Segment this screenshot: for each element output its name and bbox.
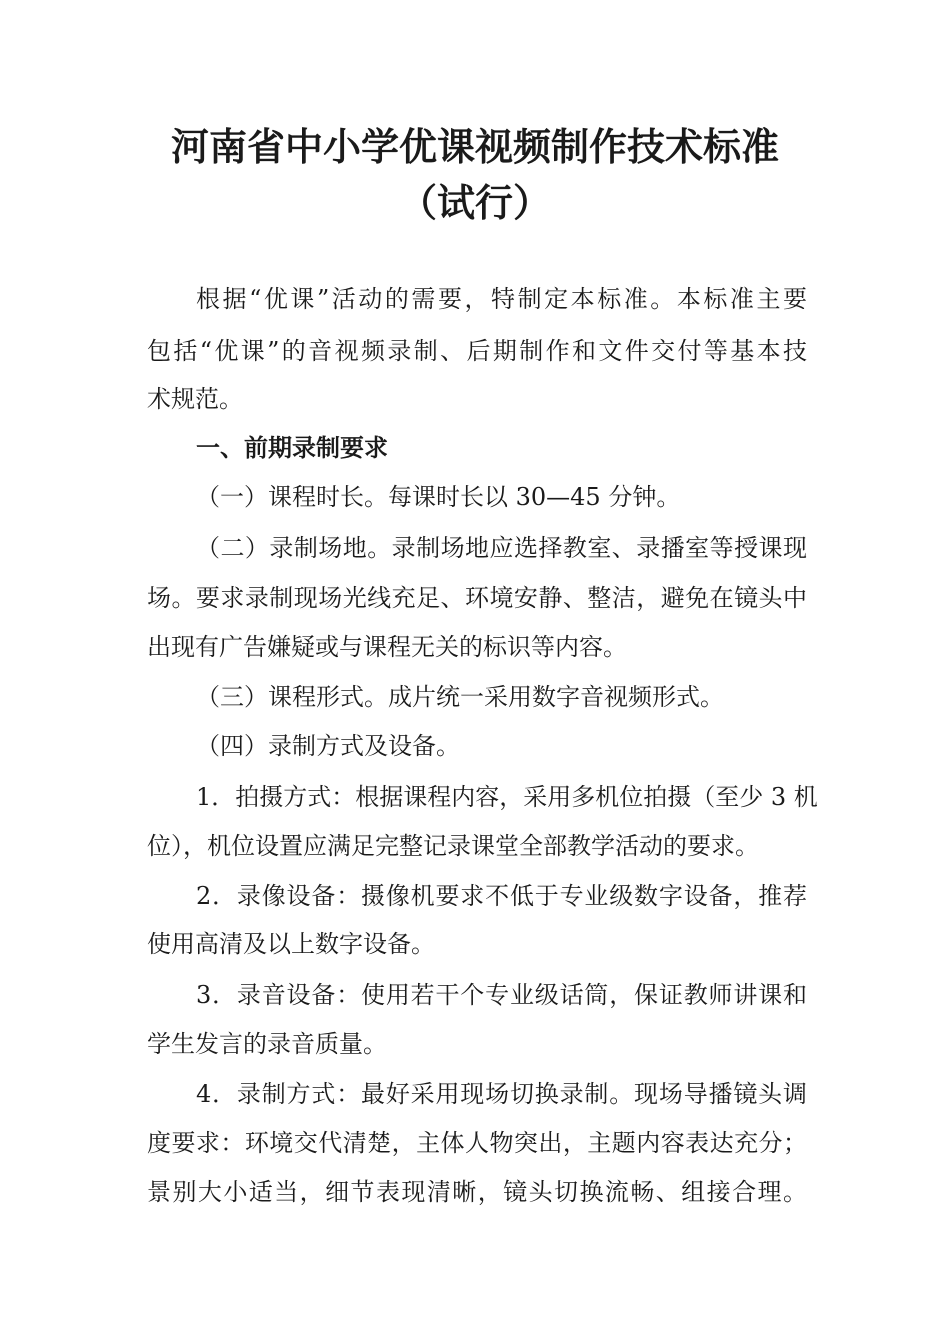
paragraph-line: 术规范。 <box>147 385 243 413</box>
paragraph-line: 景别大小适当，细节表现清晰，镜头切换流畅、组接合理。 <box>147 1178 807 1206</box>
paragraph-line: （一）课程时长。每课时长以 30—45 分钟。 <box>196 483 681 511</box>
paragraph-line: 根据“优课”活动的需要，特制定本标准。本标准主要 <box>196 285 807 313</box>
paragraph-line: 度要求：环境交代清楚，主体人物突出，主题内容表达充分； <box>147 1129 807 1157</box>
document-subtitle: （试行） <box>398 181 551 225</box>
paragraph-line: 包括“优课”的音视频录制、后期制作和文件交付等基本技 <box>147 337 807 365</box>
paragraph-line: 场。要求录制现场光线充足、环境安静、整洁，避免在镜头中 <box>147 584 807 612</box>
paragraph-line: 4．录制方式：最好采用现场切换录制。现场导播镜头调 <box>196 1080 807 1108</box>
paragraph-line: 2．录像设备：摄像机要求不低于专业级数字设备，推荐 <box>196 882 807 910</box>
paragraph-line: （二）录制场地。录制场地应选择教室、录播室等授课现 <box>196 534 807 562</box>
paragraph-line: 学生发言的录音质量。 <box>147 1030 387 1058</box>
paragraph-line: 1．拍摄方式：根据课程内容，采用多机位拍摄（至少 3 机 <box>196 783 818 811</box>
paragraph-line: （四）录制方式及设备。 <box>196 732 460 760</box>
paragraph-line: 出现有广告嫌疑或与课程无关的标识等内容。 <box>147 633 627 661</box>
document-title: 河南省中小学优课视频制作技术标准 <box>170 125 779 169</box>
paragraph-line: 3．录音设备：使用若干个专业级话筒，保证教师讲课和 <box>196 981 807 1009</box>
paragraph-line: 位），机位设置应满足完整记录课堂全部教学活动的要求。 <box>147 832 759 860</box>
paragraph-line: （三）课程形式。成片统一采用数字音视频形式。 <box>196 683 724 711</box>
section-heading: 一、前期录制要求 <box>196 434 388 462</box>
paragraph-line: 使用高清及以上数字设备。 <box>147 930 435 958</box>
